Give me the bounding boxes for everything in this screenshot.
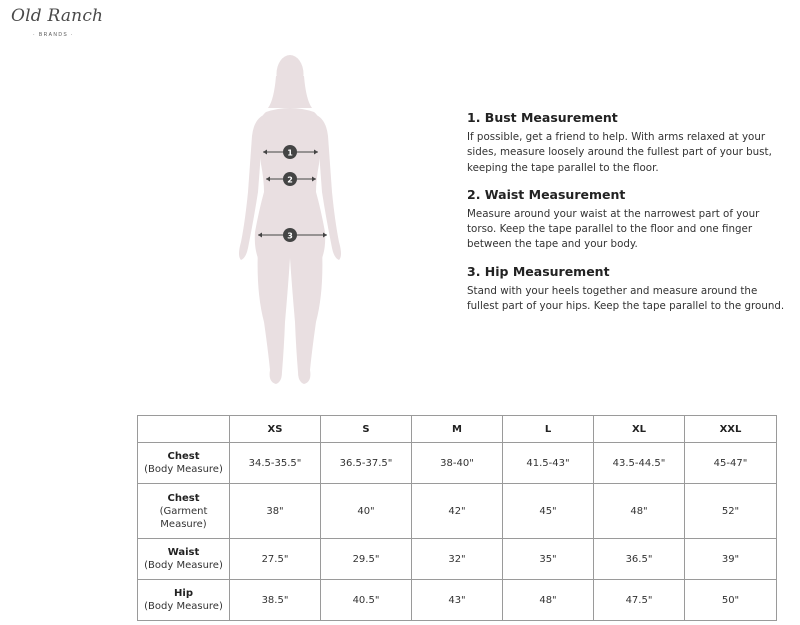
row-label: [138, 580, 230, 621]
figure-right-leg: [290, 248, 322, 384]
waist-instruction: [467, 187, 787, 253]
row-sub: (Body Measure): [144, 601, 223, 612]
table-cell: 40": [321, 484, 412, 539]
table-cell: 27.5": [230, 539, 321, 580]
table-cell: 39": [685, 539, 777, 580]
measurement-instructions: [467, 110, 787, 325]
table-header-row: [138, 416, 777, 443]
hip-title: 3. Hip Measurement: [467, 263, 610, 279]
table-cell: 42": [412, 484, 503, 539]
header-cell-xl: XL: [594, 416, 685, 443]
table-cell: 45-47": [685, 443, 777, 484]
table-cell: 29.5": [321, 539, 412, 580]
brand-logo[interactable]: [11, 6, 104, 40]
row-label: [138, 539, 230, 580]
marker-3-label: 3: [287, 231, 293, 241]
table-cell: 41.5-43": [503, 443, 594, 484]
row-label: [138, 443, 230, 484]
bust-title: 1. Bust Measurement: [467, 110, 618, 125]
table-cell: 48": [503, 580, 594, 621]
table-row: [138, 580, 777, 621]
table-row: [138, 484, 777, 539]
table-cell: 35": [503, 539, 594, 580]
table-cell: 34.5-35.5": [230, 443, 321, 484]
table-cell: 38.5": [230, 580, 321, 621]
table-cell: 52": [685, 484, 777, 539]
header-cell-s: S: [321, 416, 412, 443]
table-row: [138, 443, 777, 484]
table-cell: 45": [503, 484, 594, 539]
header-cell-empty: [138, 416, 230, 443]
table-cell: 40.5": [321, 580, 412, 621]
header-cell-l: L: [503, 416, 594, 443]
marker-2-label: 2: [287, 175, 293, 185]
table-cell: 36.5-37.5": [321, 443, 412, 484]
size-chart-table: [137, 415, 777, 621]
header-cell-xs: XS: [230, 416, 321, 443]
table-cell: 47.5": [594, 580, 685, 621]
brand-name: Old Ranch: [11, 6, 104, 26]
table-cell: 32": [412, 539, 503, 580]
header-cell-xxl: XXL: [685, 416, 777, 443]
hip-text: Stand with your heels together and measure around the fullest part of your hips. Keep the tape parallel to the ground.: [467, 284, 785, 313]
header-cell-m: M: [412, 416, 503, 443]
hip-instruction: [467, 264, 787, 315]
bust-instruction: [467, 110, 787, 176]
row-name: Chest: [167, 451, 200, 462]
brand-sub: · BRANDS ·: [33, 32, 74, 38]
row-name: Waist: [167, 547, 200, 558]
row-name: Chest: [167, 492, 200, 504]
figure-neck: [284, 88, 296, 106]
row-label: [138, 484, 230, 539]
table-cell: 43.5-44.5": [594, 443, 685, 484]
waist-text: Measure around your waist at the narrowest part of your torso. Keep the tape parallel to the floor and one finger between the tape and your body.: [467, 207, 760, 251]
row-sub: (Body Measure): [144, 560, 223, 571]
table-cell: 43": [412, 580, 503, 621]
body-silhouette-figure: [230, 52, 350, 388]
table-cell: 38": [230, 484, 321, 539]
row-sub: (Body Measure): [144, 464, 223, 475]
waist-title: 2. Waist Measurement: [467, 186, 626, 202]
table-cell: 48": [594, 484, 685, 539]
table-cell: 36.5": [594, 539, 685, 580]
bust-text: If possible, get a friend to help. With arms relaxed at your sides, measure loosely around the fullest part of your bust, keeping the tape parallel to the floor.: [467, 131, 772, 174]
table-cell: 50": [685, 580, 777, 621]
figure-left-leg: [258, 248, 290, 384]
marker-1-label: 1: [287, 148, 293, 158]
row-name: Hip: [174, 588, 193, 599]
row-sub: (Garment Measure): [159, 505, 208, 530]
table-cell: 38-40": [412, 443, 503, 484]
table-row: [138, 539, 777, 580]
